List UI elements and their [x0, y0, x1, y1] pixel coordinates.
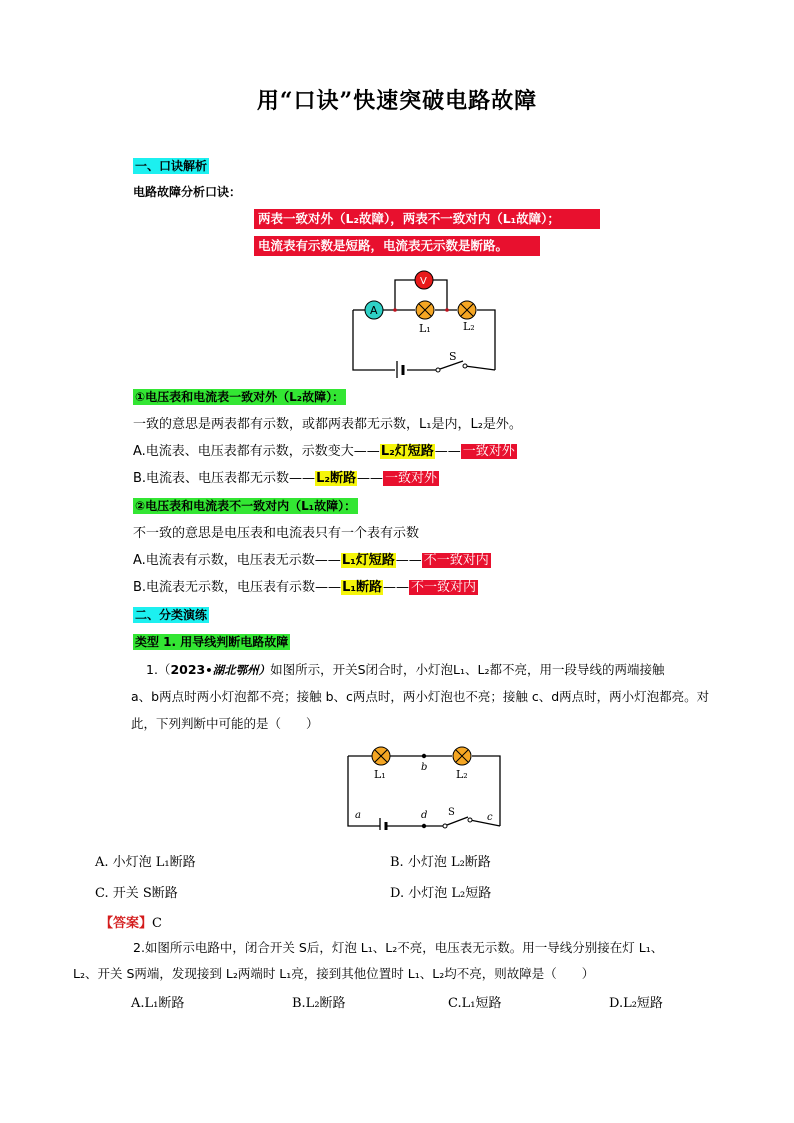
lamp2-icon — [458, 301, 476, 319]
part1-option-a — [133, 443, 517, 461]
part1-heading-text: ①电压表和电流表一致对外（L₂故障）： — [135, 390, 345, 404]
switch-contact — [468, 818, 472, 822]
section2-heading-text: 二、分类演练 — [135, 608, 208, 622]
part1-explain: 一致的意思是两表都有示数，或都两表都无示数，L₁是内，L₂是外。 — [133, 417, 522, 432]
q1-option-b[interactable]: B. 小灯泡 L₂断路 — [390, 855, 491, 870]
q2-option-c[interactable]: C.L₁短路 — [448, 996, 502, 1011]
lamp1-icon — [416, 301, 434, 319]
junction-dot — [445, 308, 449, 312]
switch-pivot — [443, 824, 447, 828]
part2-a-red: 不一致对内 — [423, 553, 489, 568]
part1-a-text: A.电流表、电压表都有示数，示数变大—— — [133, 444, 380, 459]
part2-option-b — [133, 579, 478, 597]
ammeter-label: A — [370, 304, 378, 317]
part2-b-dash: —— — [383, 580, 410, 595]
answer-label: 【答案】 — [100, 916, 153, 931]
lamp2-icon — [453, 747, 471, 765]
q1-number: 1.（ — [146, 662, 171, 677]
part1-a-yellow: L₂灯短路 — [380, 444, 434, 459]
part2-heading — [133, 498, 358, 515]
part2-a-text: A.电流表有示数，电压表无示数—— — [133, 553, 341, 568]
q1-source: •湖北鄂州） — [205, 663, 271, 677]
switch-contact — [463, 364, 467, 368]
section1-subheading: 电路故障分析口诀： — [133, 185, 242, 199]
lamp1-label: L₁ — [419, 322, 431, 335]
rule-line-1: 两表一致对外（L₂故障），两表不一致对内（L₁故障）； — [254, 209, 600, 229]
section1-heading — [133, 158, 209, 175]
part1-option-b — [133, 470, 439, 488]
q1-lamp2-label: L₂ — [456, 768, 468, 781]
part2-b-yellow: L₁断路 — [342, 580, 383, 595]
part2-explain: 不一致的意思是电压表和电流表只有一个表有示数 — [133, 526, 420, 541]
q1-line1 — [146, 661, 664, 679]
switch-blade — [447, 817, 468, 825]
rule-line-2: 电流表有示数是短路，电流表无示数是断路。 — [254, 236, 540, 256]
part2-a-dash: —— — [395, 553, 422, 568]
type-label — [133, 634, 290, 651]
part2-b-red: 不一致对内 — [411, 580, 477, 595]
part1-b-text: B.电流表、电压表都无示数—— — [133, 471, 316, 486]
section2-heading — [133, 607, 209, 624]
page-title: 用“口诀”快速突破电路故障 — [256, 88, 538, 114]
q1-answer — [100, 912, 162, 931]
lamp1-icon — [372, 747, 390, 765]
part2-heading-text: ②电压表和电流表不一致对内（L₁故障）： — [135, 499, 357, 513]
type-label-text: 类型 1. 用导线判断电路故障 — [135, 635, 289, 649]
point-c-label: c — [487, 812, 493, 823]
point-a-label: a — [355, 810, 361, 821]
lamp2-label: L₂ — [463, 320, 475, 333]
switch-label: S — [448, 807, 455, 818]
point-d-dot — [422, 824, 426, 828]
circuit-diagram-1 — [345, 262, 505, 378]
switch-pivot — [436, 368, 440, 372]
switch-label: S — [449, 350, 457, 363]
part1-b-yellow: L₂断路 — [316, 471, 357, 486]
q1-lamp1-label: L₁ — [374, 768, 386, 781]
part2-a-yellow: L₁灯短路 — [341, 553, 395, 568]
q1-line3: 此，下列判断中可能的是（ ） — [131, 716, 319, 731]
part1-a-dash: —— — [434, 444, 461, 459]
voltmeter-label: V — [420, 276, 427, 287]
q1-year: 2023 — [170, 662, 206, 677]
q1-line2: a、b两点时两小灯泡都不亮；接触 b、c两点时，两小灯泡也不亮；接触 c、d两点时，两小灯泡都亮。对 — [131, 689, 710, 704]
q2-line1: 2.如图所示电路中，闭合开关 S后，灯泡 L₁、L₂不亮，电压表无示数。用一导线分别接在灯 L₁、 — [133, 940, 664, 955]
q1-option-a[interactable]: A. 小灯泡 L₁断路 — [95, 855, 196, 870]
part1-heading — [133, 389, 346, 406]
answer-value: C — [152, 916, 162, 931]
q1-line1-rest: 如图所示，开关S闭合时，小灯泡L₁、L₂都不亮，用一段导线的两端接触 — [270, 662, 665, 677]
q2-line2: L₂、开关 S两端，发现接到 L₂两端时 L₁亮，接到其他位置时 L₁、L₂均不亮，则故障是（ ） — [73, 966, 595, 981]
point-b-label: b — [421, 762, 428, 773]
point-b-dot — [422, 754, 426, 758]
circuit-diagram-2 — [340, 740, 510, 830]
section1-heading-text: 一、口诀解析 — [135, 159, 208, 173]
part1-b-red: 一致对外 — [385, 471, 438, 486]
q1-option-c[interactable]: C. 开关 S断路 — [95, 886, 178, 901]
part1-a-red: 一致对外 — [462, 444, 515, 459]
q1-option-d[interactable]: D. 小灯泡 L₂短路 — [390, 886, 492, 901]
q2-option-b[interactable]: B.L₂断路 — [292, 996, 346, 1011]
point-d-label: d — [421, 810, 428, 821]
q2-option-a[interactable]: A.L₁断路 — [131, 996, 185, 1011]
junction-dot — [393, 308, 397, 312]
q2-option-d[interactable]: D.L₂短路 — [609, 996, 663, 1011]
part2-b-text: B.电流表无示数，电压表有示数—— — [133, 580, 342, 595]
part1-b-dash: —— — [357, 471, 384, 486]
part2-option-a — [133, 552, 491, 570]
